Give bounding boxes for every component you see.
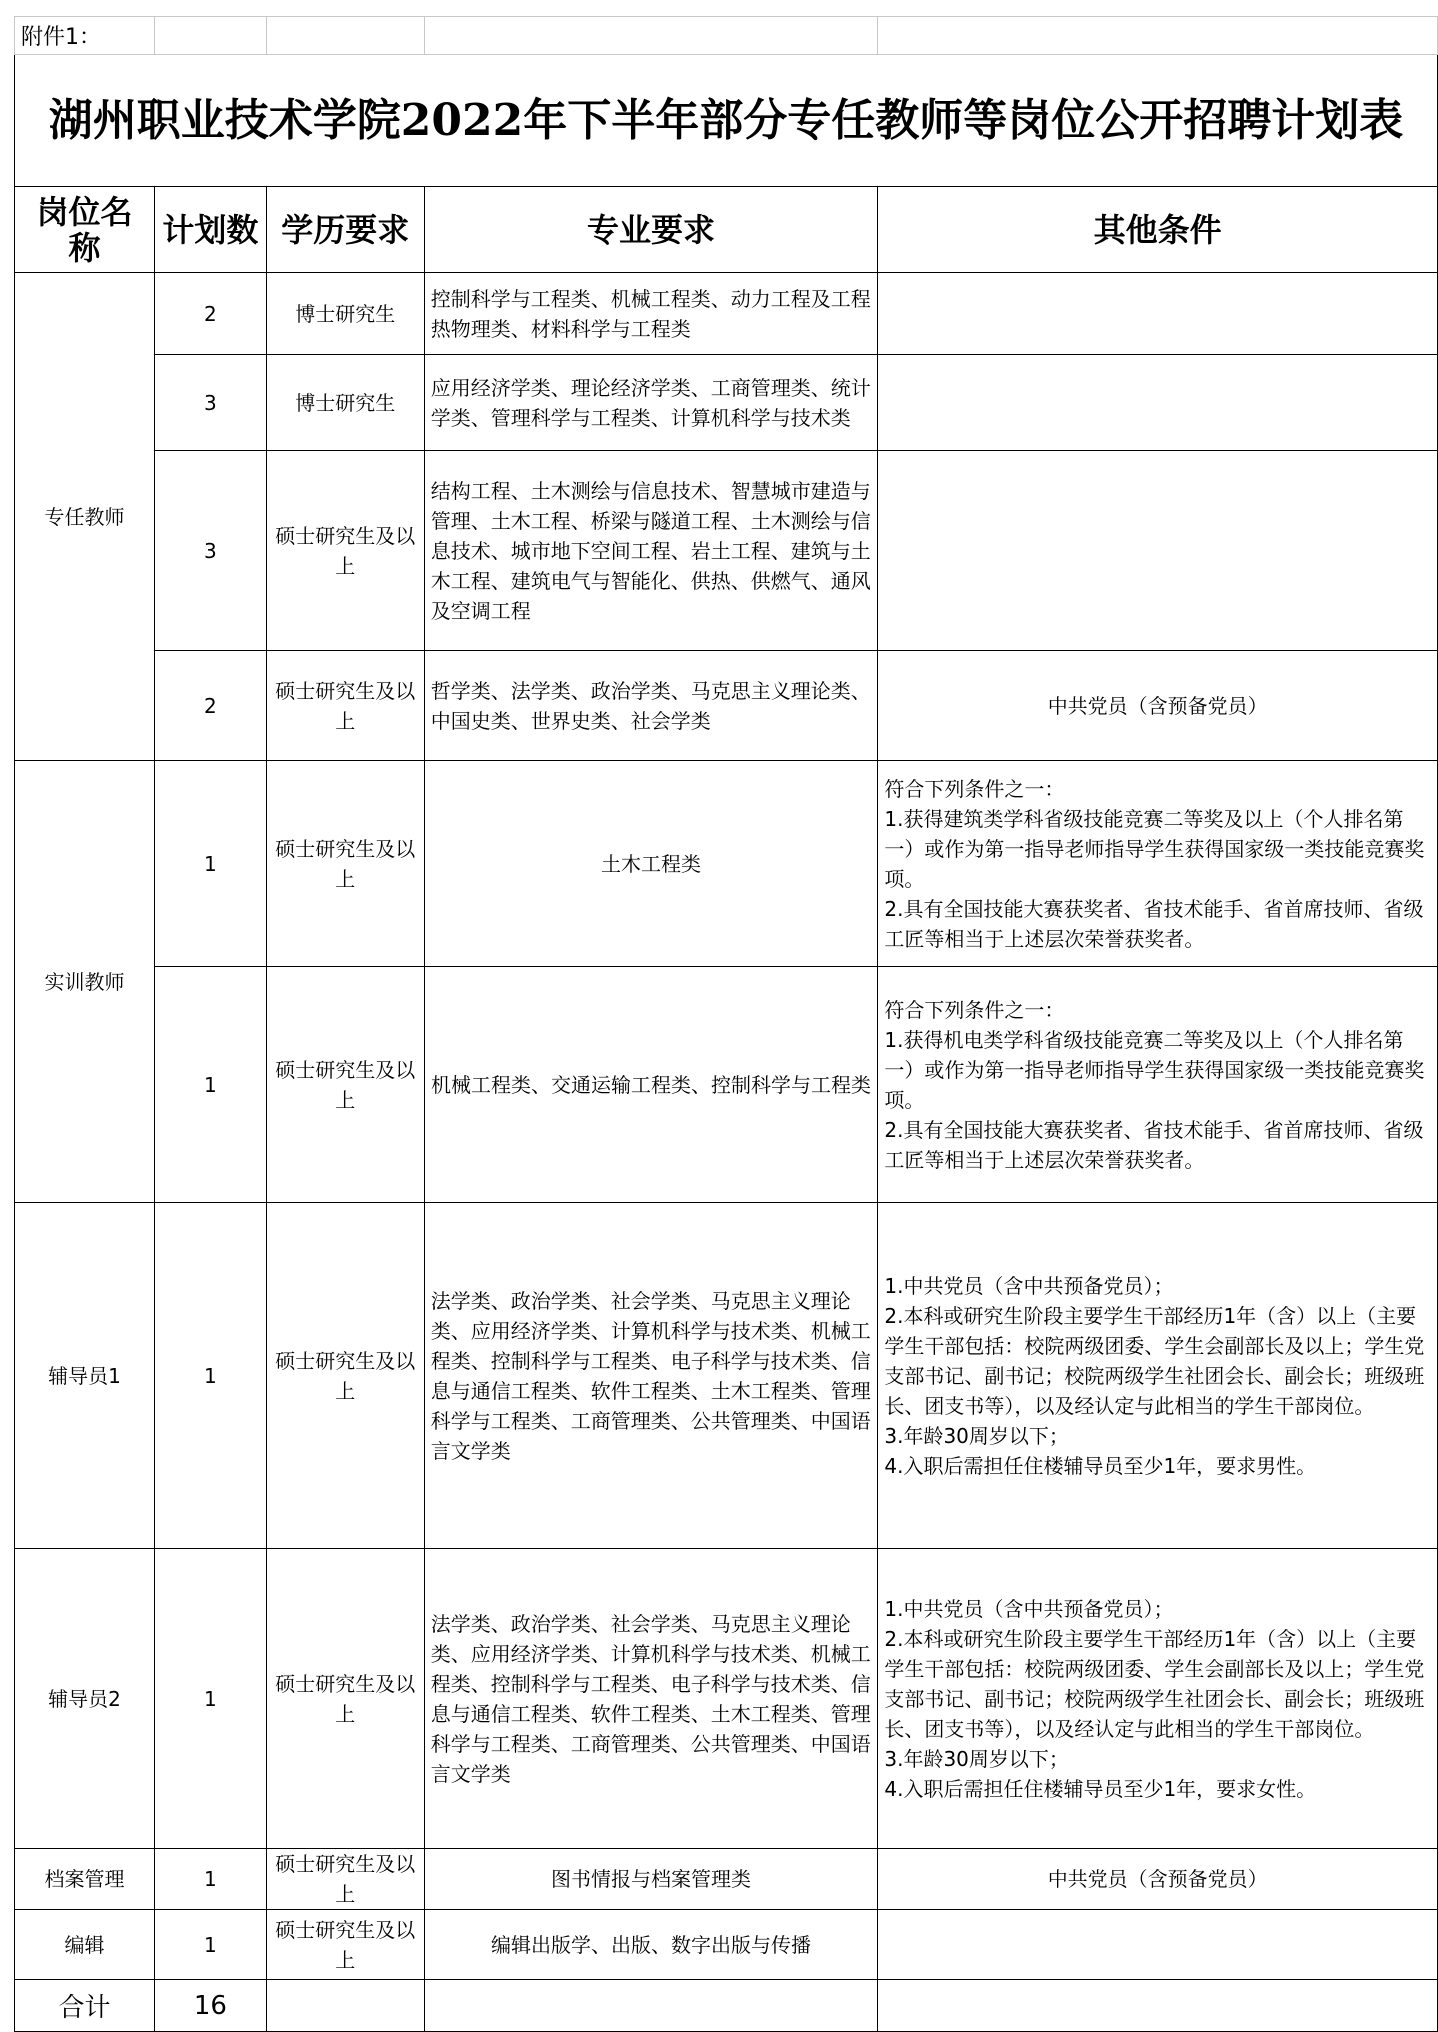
table-row (15, 1549, 1438, 1849)
education-requirement: 硕士研究生及以上 (266, 1849, 424, 1910)
header-other: 其他条件 (878, 187, 1438, 273)
table-row (15, 761, 1438, 967)
major-requirement: 编辑出版学、出版、数字出版与传播 (424, 1910, 878, 1980)
education-requirement: 博士研究生 (266, 355, 424, 451)
major-requirement: 土木工程类 (424, 761, 878, 967)
table-row (15, 1910, 1438, 1980)
plan-count: 1 (154, 1203, 266, 1549)
plan-count: 3 (154, 355, 266, 451)
major-requirement: 结构工程、土木测绘与信息技术、智慧城市建造与管理、土木工程、桥梁与隧道工程、土木测绘与信息技术、城市地下空间工程、岩土工程、建筑与土木工程、建筑电气与智能化、供热、供燃气、通风及空调工程 (424, 451, 878, 651)
empty-cell (878, 1980, 1438, 2032)
education-requirement: 硕士研究生及以上 (266, 967, 424, 1203)
position-name: 实训教师 (15, 761, 155, 1203)
empty-cell (878, 17, 1438, 55)
other-conditions: 中共党员（含预备党员） (878, 1849, 1438, 1910)
education-requirement: 硕士研究生及以上 (266, 1549, 424, 1849)
plan-count: 1 (154, 1549, 266, 1849)
table-row (15, 651, 1438, 761)
education-requirement: 硕士研究生及以上 (266, 451, 424, 651)
position-name: 辅导员1 (15, 1203, 155, 1549)
empty-cell (424, 17, 878, 55)
other-conditions: 符合下列条件之一： 1.获得机电类学科省级技能竞赛二等奖及以上（个人排名第一）或作为第一指导老师指导学生获得国家级一类技能竞赛奖项。 2.具有全国技能大赛获奖者、省技术能手、省首席技师、省级工匠等相当于上述层次荣誉获奖者。 (878, 967, 1438, 1203)
plan-count: 1 (154, 967, 266, 1203)
major-requirement: 图书情报与档案管理类 (424, 1849, 878, 1910)
header-count: 计划数 (154, 187, 266, 273)
empty-cell (154, 17, 266, 55)
plan-count: 1 (154, 1849, 266, 1910)
plan-count: 1 (154, 1910, 266, 1980)
table-row (15, 273, 1438, 355)
recruitment-plan-table (14, 16, 1438, 2032)
other-conditions: 符合下列条件之一： 1.获得建筑类学科省级技能竞赛二等奖及以上（个人排名第一）或作为第一指导老师指导学生获得国家级一类技能竞赛奖项。 2.具有全国技能大赛获奖者、省技术能手、省首席技师、省级工匠等相当于上述层次荣誉获奖者。 (878, 761, 1438, 967)
total-count: 16 (154, 1980, 266, 2032)
table-row (15, 355, 1438, 451)
education-requirement: 硕士研究生及以上 (266, 651, 424, 761)
attachment-label: 附件1： (15, 17, 155, 55)
position-name: 档案管理 (15, 1849, 155, 1910)
other-conditions (878, 273, 1438, 355)
other-conditions (878, 1910, 1438, 1980)
other-conditions: 1.中共党员（含中共预备党员）； 2.本科或研究生阶段主要学生干部经历1年（含）以上（主要学生干部包括：校院两级团委、学生会副部长及以上；学生党支部书记、副书记；校院两级学生社团会长、副会长；班级班长、团支书等），以及经认定与此相当的学生干部岗位。 3.年龄30周岁以下； 4.入职后需担任住楼辅导员至少1年，要求男性。 (878, 1203, 1438, 1549)
position-name: 专任教师 (15, 273, 155, 761)
title-row (15, 55, 1438, 187)
table-row (15, 451, 1438, 651)
other-conditions (878, 355, 1438, 451)
education-requirement: 博士研究生 (266, 273, 424, 355)
header-education: 学历要求 (266, 187, 424, 273)
empty-cell (424, 1980, 878, 2032)
other-conditions: 中共党员（含预备党员） (878, 651, 1438, 761)
position-name: 辅导员2 (15, 1549, 155, 1849)
header-row (15, 187, 1438, 273)
table-row (15, 1203, 1438, 1549)
empty-cell (266, 1980, 424, 2032)
empty-cell (266, 17, 424, 55)
plan-count: 2 (154, 651, 266, 761)
total-row (15, 1980, 1438, 2032)
major-requirement: 控制科学与工程类、机械工程类、动力工程及工程热物理类、材料科学与工程类 (424, 273, 878, 355)
major-requirement: 哲学类、法学类、政治学类、马克思主义理论类、中国史类、世界史类、社会学类 (424, 651, 878, 761)
major-requirement: 法学类、政治学类、社会学类、马克思主义理论类、应用经济学类、计算机科学与技术类、机械工程类、控制科学与工程类、电子科学与技术类、信息与通信工程类、软件工程类、土木工程类、管理科学与工程类、工商管理类、公共管理类、中国语言文学类 (424, 1549, 878, 1849)
other-conditions: 1.中共党员（含中共预备党员）； 2.本科或研究生阶段主要学生干部经历1年（含）以上（主要学生干部包括：校院两级团委、学生会副部长及以上；学生党支部书记、副书记；校院两级学生社团会长、副会长；班级班长、团支书等），以及经认定与此相当的学生干部岗位。 3.年龄30周岁以下； 4.入职后需担任住楼辅导员至少1年，要求女性。 (878, 1549, 1438, 1849)
major-requirement: 应用经济学类、理论经济学类、工商管理类、统计学类、管理科学与工程类、计算机科学与技术类 (424, 355, 878, 451)
plan-count: 1 (154, 761, 266, 967)
education-requirement: 硕士研究生及以上 (266, 1910, 424, 1980)
header-position: 岗位名称 (15, 187, 155, 273)
other-conditions (878, 451, 1438, 651)
plan-count: 3 (154, 451, 266, 651)
header-major: 专业要求 (424, 187, 878, 273)
major-requirement: 法学类、政治学类、社会学类、马克思主义理论类、应用经济学类、计算机科学与技术类、机械工程类、控制科学与工程类、电子科学与技术类、信息与通信工程类、软件工程类、土木工程类、管理科学与工程类、工商管理类、公共管理类、中国语言文学类 (424, 1203, 878, 1549)
table-row (15, 1849, 1438, 1910)
attachment-row (15, 17, 1438, 55)
position-name: 编辑 (15, 1910, 155, 1980)
major-requirement: 机械工程类、交通运输工程类、控制科学与工程类 (424, 967, 878, 1203)
table-row (15, 967, 1438, 1203)
total-label: 合计 (15, 1980, 155, 2032)
plan-count: 2 (154, 273, 266, 355)
education-requirement: 硕士研究生及以上 (266, 1203, 424, 1549)
page-title: 湖州职业技术学院2022年下半年部分专任教师等岗位公开招聘计划表 (15, 55, 1438, 187)
education-requirement: 硕士研究生及以上 (266, 761, 424, 967)
